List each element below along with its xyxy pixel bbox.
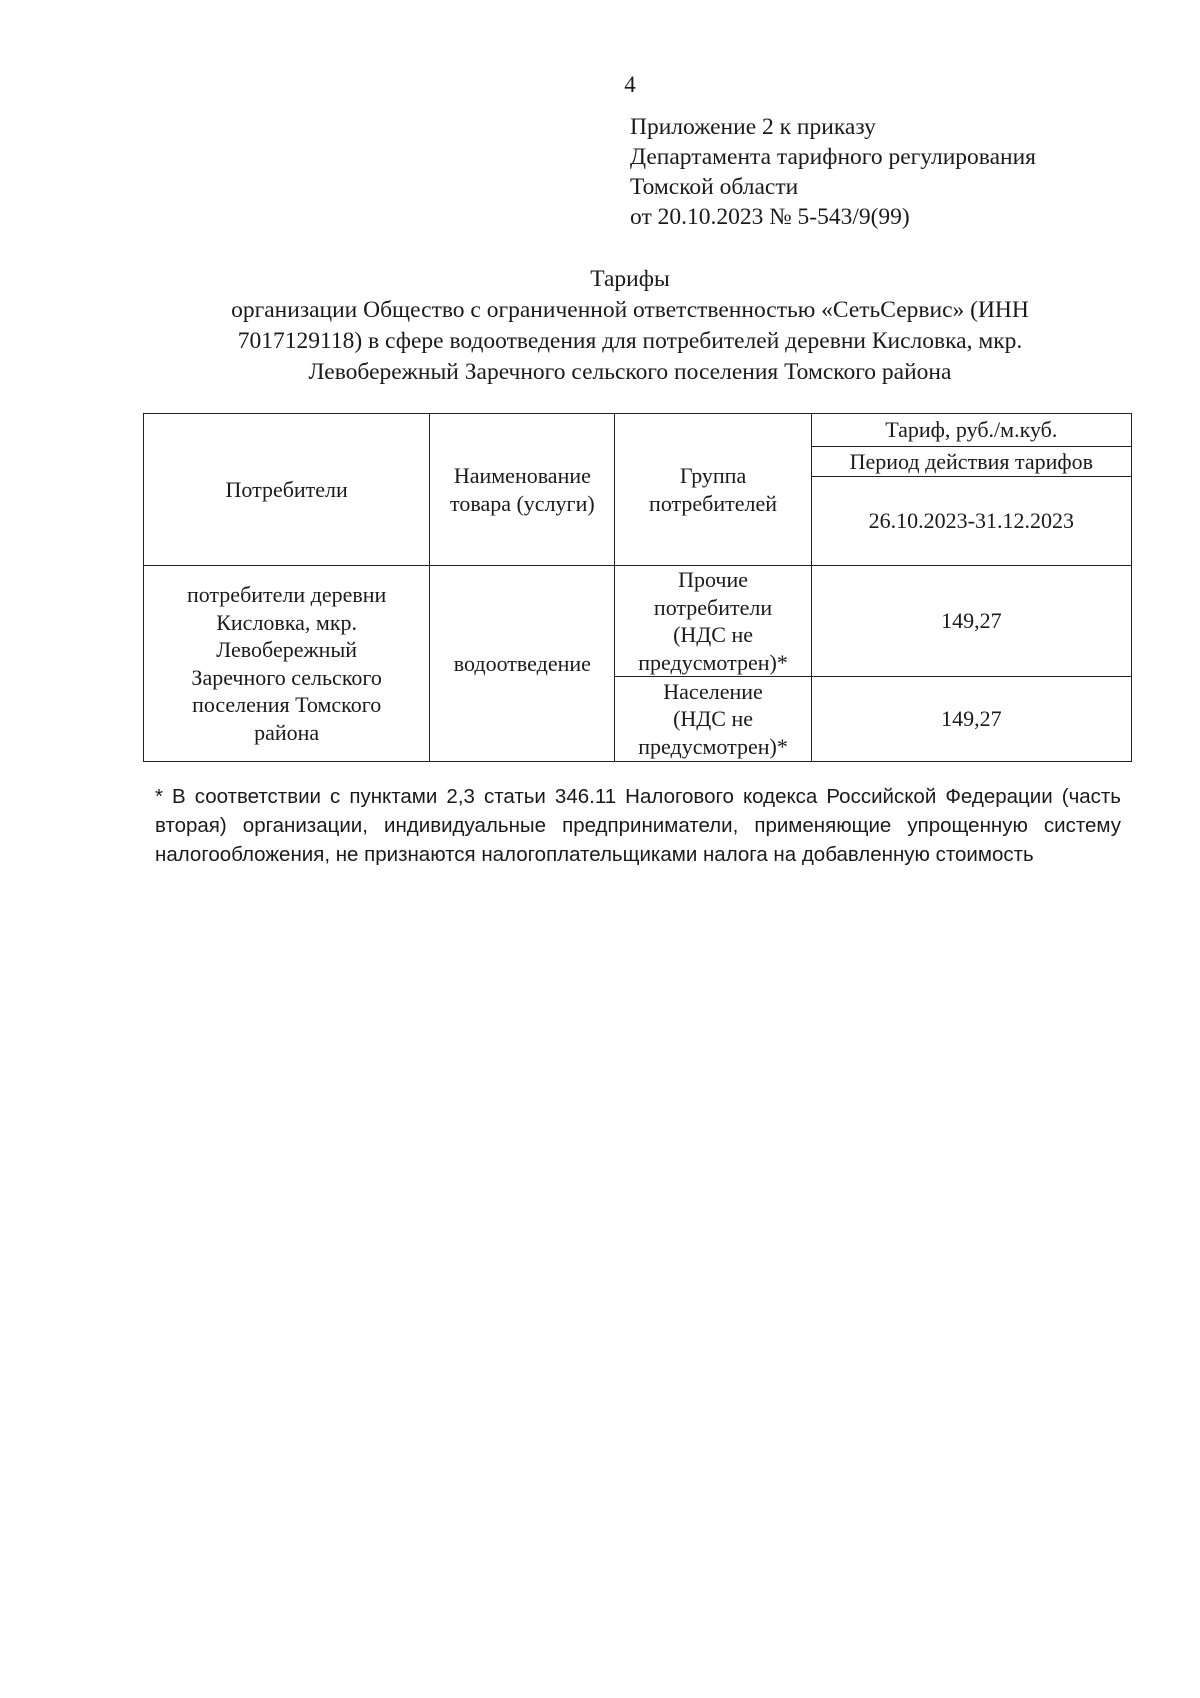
title-heading: Тарифы	[590, 266, 670, 292]
cell-group-line: потребители	[653, 594, 773, 620]
header-service	[430, 414, 615, 566]
page-number: 4	[624, 72, 636, 97]
header-service-line: Наименование	[453, 463, 591, 488]
cell-consumers-line: района	[254, 719, 320, 745]
appendix-line: от 20.10.2023 № 5-543/9(99)	[630, 204, 910, 230]
header-consumers: Потребители	[144, 414, 430, 566]
title-line: Левобережный Заречного сельского поселения Томского района	[308, 359, 952, 385]
header-period: 26.10.2023-31.12.2023	[811, 477, 1131, 566]
cell-tariff-value: 149,27	[811, 566, 1131, 677]
cell-group-line: (НДС не	[673, 622, 754, 647]
title-line: организации Общество с ограниченной ответственностью «СетьСервис» (ИНН	[231, 297, 1029, 323]
tariff-table	[143, 413, 1132, 762]
cell-group	[615, 677, 811, 762]
appendix-block	[630, 112, 1036, 232]
cell-tariff-value: 149,27	[811, 677, 1131, 762]
cell-consumers-line: Кисловка, мкр.	[216, 609, 358, 635]
footnote: * В соответствии с пунктами 2,3 статьи 346.11 Налогового кодекса Российской Федерации (часть вторая) организации, индивидуальные предприниматели, применяющие упрощенную систему налогообложения, не признаются налогоплательщиками налога на добавленную стоимость	[155, 785, 1121, 866]
table-header-row	[144, 414, 1132, 447]
cell-group-line: (НДС не	[673, 706, 754, 732]
appendix-line: Департамента тарифного регулирования	[630, 144, 1036, 170]
table-row	[144, 566, 1132, 677]
header-service-line: товара (услуги)	[450, 490, 595, 516]
appendix-line: Томской области	[630, 174, 799, 200]
cell-consumers-line: Заречного сельского	[191, 664, 382, 690]
title-line: 7017129118) в сфере водоотведения для потребителей деревни Кисловка, мкр.	[237, 328, 1023, 354]
cell-group-line: предусмотрен)*	[638, 649, 788, 675]
cell-consumers-line: поселения Томского	[192, 692, 382, 717]
cell-group	[615, 566, 811, 677]
document-title	[140, 264, 1120, 388]
header-tariff: Тариф, руб./м.куб.	[811, 414, 1131, 447]
cell-group-line: предусмотрен)*	[638, 733, 788, 759]
header-group-line: потребителей	[649, 490, 778, 516]
appendix-line: Приложение 2 к приказу	[630, 114, 876, 140]
header-group-line: Группа	[679, 463, 747, 488]
cell-consumers	[144, 566, 430, 762]
header-period-label: Период действия тарифов	[811, 447, 1131, 477]
cell-group-line: Население	[663, 678, 763, 704]
cell-consumers-line: Левобережный	[216, 637, 357, 662]
header-group	[615, 414, 811, 566]
cell-consumers-line: потребители деревни	[186, 582, 387, 607]
cell-group-line: Прочие	[678, 567, 748, 592]
cell-service: водоотведение	[430, 566, 615, 762]
